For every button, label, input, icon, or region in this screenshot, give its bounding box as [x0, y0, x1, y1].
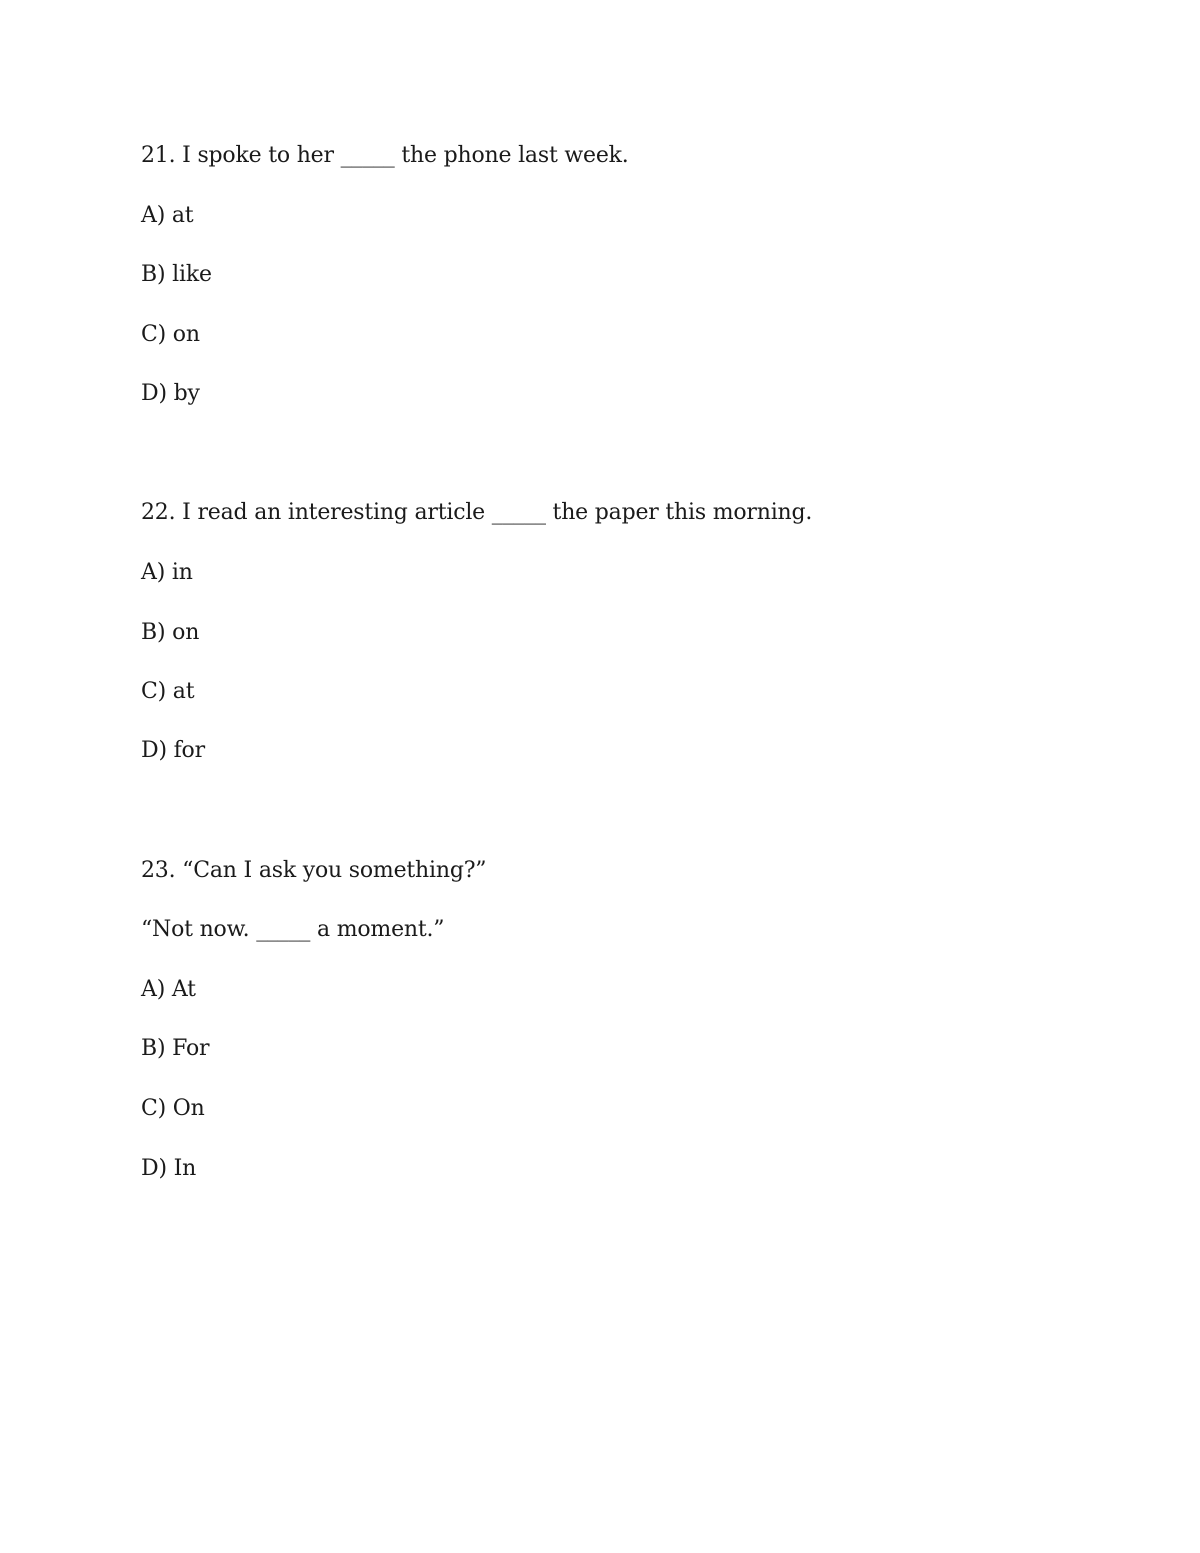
question-23-option-d: D) In [141, 1156, 197, 1181]
question-23-option-c: C) On [141, 1096, 205, 1121]
question-21-option-d: D) by [141, 381, 200, 406]
question-22-option-a: A) in [141, 560, 193, 585]
question-23-option-b: B) For [141, 1036, 210, 1061]
question-23-prompt: 23. “Can I ask you something?” [141, 858, 487, 883]
question-23-option-a: A) At [141, 977, 196, 1002]
question-22-option-b: B) on [141, 620, 200, 645]
question-22-option-d: D) for [141, 738, 205, 763]
question-21-prompt: 21. I spoke to her _____ the phone last week. [141, 143, 629, 168]
question-22-prompt: 22. I read an interesting article _____ the paper this morning. [141, 500, 813, 525]
question-21-option-c: C) on [141, 322, 200, 347]
question-21-option-b: B) like [141, 262, 212, 287]
question-21-option-a: A) at [141, 203, 194, 228]
question-23-prompt-line2: “Not now. _____ a moment.” [141, 917, 445, 942]
question-22-option-c: C) at [141, 679, 195, 704]
